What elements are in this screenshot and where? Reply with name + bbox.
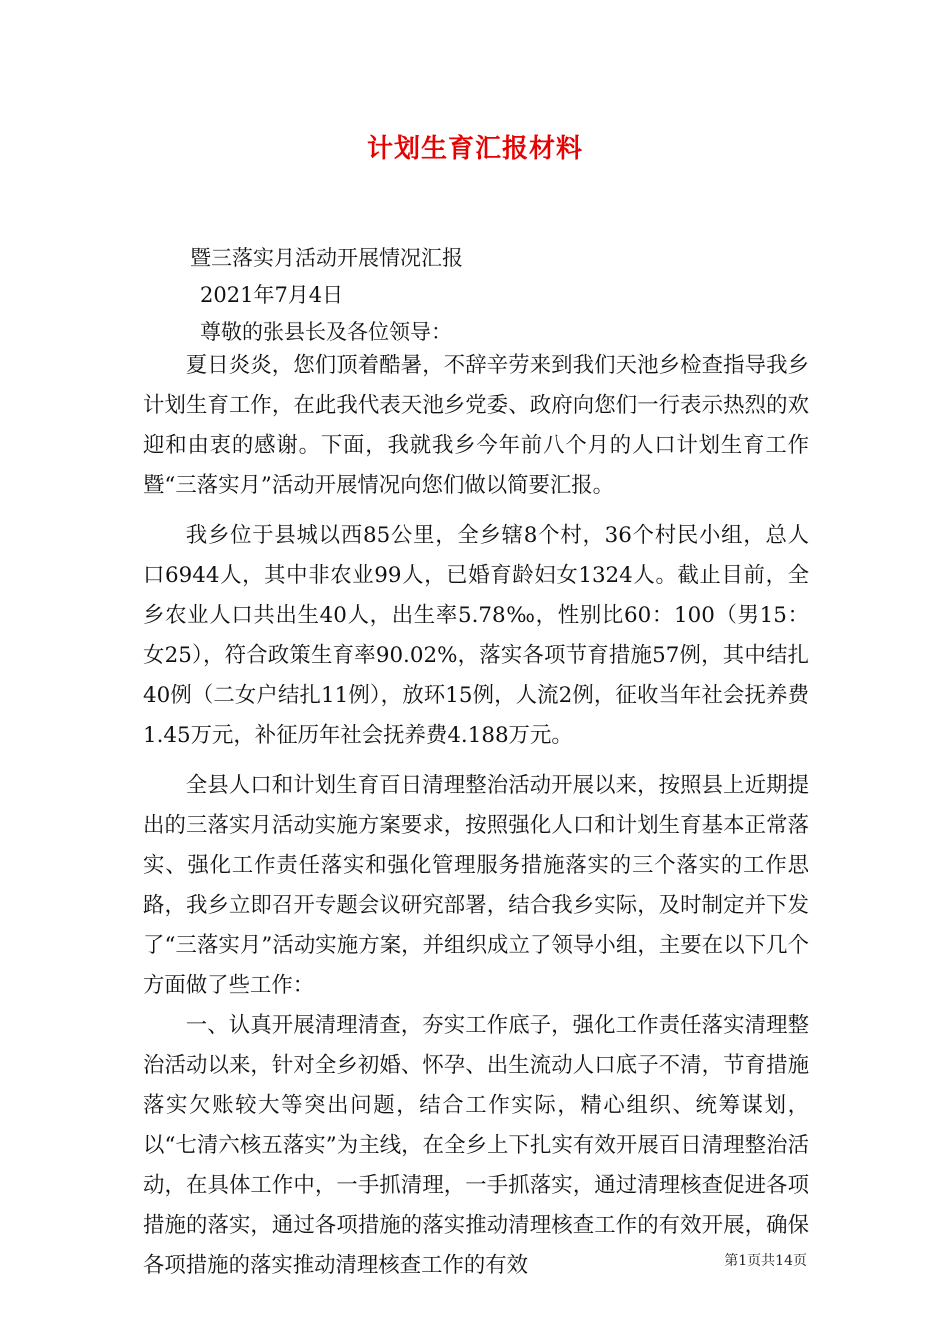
document-title: 计划生育汇报材料	[366, 134, 583, 164]
document-date: 2021年7月4日	[200, 283, 344, 307]
page-number: 第1页共14页	[724, 1253, 807, 1269]
document-subtitle: 暨三落实月活动开展情况汇报	[190, 246, 463, 270]
paragraph: 全县人口和计划生育百日清理整治活动开展以来，按照县上近期提出的三落实月活动实施方案要求，按照强化人口和计划生育基本正常落实、强化工作责任落实和强化管理服务措施落实的三个落实的工作思路，我乡立即召开专题会议研究部署，结合我乡实际，及时制定并下发了“三落实月”活动实施方案，并组织成立了领导小组，主要在以下几个方面做了些工作：	[143, 773, 809, 998]
paragraph: 一、认真开展清理清查，夯实工作底子，强化工作责任落实清理整治活动以来，针对全乡初婚、怀孕、出生流动人口底子不清，节育措施落实欠账较大等突出问题，结合工作实际，精心组织、统筹谋划，以“七清六核五落实”为主线，在全乡上下扎实有效开展百日清理整治活动，在具体工作中，一手抓清理，一手抓落实，通过清理核查促进各项措施的落实，通过各项措施的落实推动清理核查工作的有效开展，确保各项措施的落实推动清理核查工作的有效	[143, 1013, 809, 1278]
document-body	[143, 346, 809, 1286]
paragraph: 夏日炎炎，您们顶着酷暑，不辞辛劳来到我们天池乡检查指导我乡计划生育工作，在此我代表天池乡党委、政府向您们一行表示热烈的欢迎和由衷的感谢。下面，我就我乡今年前八个月的人口计划生育工作暨“三落实月”活动开展情况向您们做以简要汇报。	[143, 353, 809, 498]
paragraph: 我乡位于县城以西85公里，全乡辖8个村，36个村民小组，总人口6944人，其中非农业99人，已婚育龄妇女1324人。截止目前，全乡农业人口共出生40人，出生率5.78‰，性别比60：100（男15：女25），符合政策生育率90.02%，落实各项节育措施57例，其中结扎40例（二女户结扎11例），放环15例，人流2例，征收当年社会抚养费1.45万元，补征历年社会抚养费4.188万元。	[143, 523, 809, 748]
salutation: 尊敬的张县长及各位领导：	[200, 320, 452, 344]
